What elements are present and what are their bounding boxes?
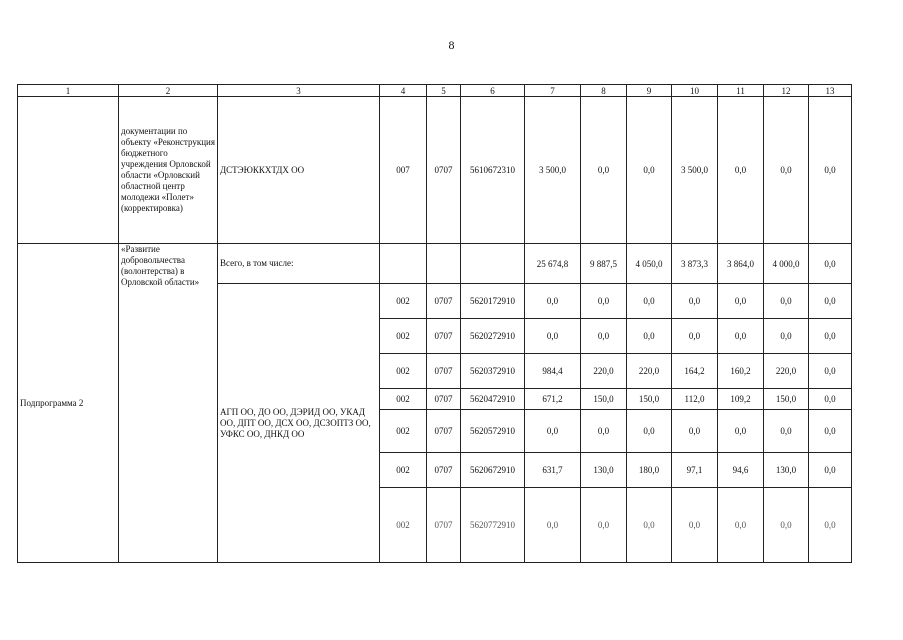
col-header-8: 8 [581, 85, 627, 97]
total-cell-7: 25 674,8 [525, 244, 581, 284]
col-header-6: 6 [461, 85, 525, 97]
total-label: Всего, в том числе: [218, 244, 380, 284]
cell-7: 984,4 [525, 354, 581, 389]
cell-12: 0,0 [764, 410, 809, 453]
cell-11: 160,2 [718, 354, 764, 389]
total-cell-8: 9 887,5 [581, 244, 627, 284]
cell-12: 220,0 [764, 354, 809, 389]
cell-section: 0707 [427, 389, 461, 410]
col-header-13: 13 [809, 85, 852, 97]
cell-8: 0,0 [581, 488, 627, 563]
cell-10: 112,0 [672, 389, 718, 410]
cell-9: 180,0 [627, 453, 672, 488]
cell-8: 0,0 [581, 97, 627, 244]
col-header-11: 11 [718, 85, 764, 97]
cell-11: 0,0 [718, 488, 764, 563]
cell-grbs: 002 [380, 389, 427, 410]
cell-section: 0707 [427, 284, 461, 319]
col-header-4: 4 [380, 85, 427, 97]
cell-10: 0,0 [672, 488, 718, 563]
cell-9: 150,0 [627, 389, 672, 410]
cell-grbs: 002 [380, 488, 427, 563]
col-header-9: 9 [627, 85, 672, 97]
cell-grbs: 002 [380, 284, 427, 319]
cell-target-article: 5620472910 [461, 389, 525, 410]
table-row [18, 97, 852, 244]
cell-7: 0,0 [525, 488, 581, 563]
cell-target-article: 5620572910 [461, 410, 525, 453]
cell-7: 0,0 [525, 284, 581, 319]
cell-target-article: 5620672910 [461, 453, 525, 488]
cell-grbs: 007 [380, 97, 427, 244]
cell-12: 0,0 [764, 319, 809, 354]
cell-7: 0,0 [525, 319, 581, 354]
cell-9: 0,0 [627, 410, 672, 453]
cell-section: 0707 [427, 453, 461, 488]
total-cell-12: 4 000,0 [764, 244, 809, 284]
cell-target-article: 5620172910 [461, 284, 525, 319]
cell-7: 3 500,0 [525, 97, 581, 244]
cell-9: 0,0 [627, 284, 672, 319]
cell-13: 0,0 [809, 410, 852, 453]
total-cell-10: 3 873,3 [672, 244, 718, 284]
cell-grbs: 002 [380, 354, 427, 389]
cell-8: 220,0 [581, 354, 627, 389]
col-header-10: 10 [672, 85, 718, 97]
cell-13: 0,0 [809, 97, 852, 244]
executor-cell: ДСТЭЮККХТДХ ОО [218, 97, 380, 244]
cell-13: 0,0 [809, 389, 852, 410]
cell-7: 671,2 [525, 389, 581, 410]
subprogram-name: Подпрограмма 2 [18, 244, 119, 563]
cell-8: 150,0 [581, 389, 627, 410]
col-header-3: 3 [218, 85, 380, 97]
budget-table [17, 84, 852, 563]
cell-11: 0,0 [718, 410, 764, 453]
cell-10: 164,2 [672, 354, 718, 389]
cell-11: 109,2 [718, 389, 764, 410]
empty-cell [461, 244, 525, 284]
cell-8: 0,0 [581, 319, 627, 354]
total-cell-11: 3 864,0 [718, 244, 764, 284]
cell-12: 0,0 [764, 488, 809, 563]
cell-13: 0,0 [809, 354, 852, 389]
cell-10: 97,1 [672, 453, 718, 488]
executors-list: АГП ОО, ДО ОО, ДЭРИД ОО, УКАД ОО, ДПТ ОО, ДСХ ОО, ДСЗОПТЗ ОО, УФКС ОО, ДНКД ОО [218, 284, 380, 563]
cell-section: 0707 [427, 97, 461, 244]
cell-13: 0,0 [809, 284, 852, 319]
cell-8: 130,0 [581, 453, 627, 488]
cell-target-article: 5620372910 [461, 354, 525, 389]
total-cell-13: 0,0 [809, 244, 852, 284]
table-row-total [18, 244, 852, 284]
empty-cell [380, 244, 427, 284]
cell-8: 0,0 [581, 410, 627, 453]
cell-11: 0,0 [718, 284, 764, 319]
cell-section: 0707 [427, 410, 461, 453]
cell-13: 0,0 [809, 453, 852, 488]
cell-section: 0707 [427, 354, 461, 389]
measure-description: документации по объекту «Реконструкция бюджетного учреждения Орловской области «Орловский областной центр молодежи «Полет» (корректировка) [119, 97, 218, 244]
cell-9: 0,0 [627, 97, 672, 244]
cell-grbs: 002 [380, 453, 427, 488]
cell-10: 0,0 [672, 319, 718, 354]
total-cell-9: 4 050,0 [627, 244, 672, 284]
cell-grbs: 002 [380, 410, 427, 453]
col-header-1: 1 [18, 85, 119, 97]
col-header-2: 2 [119, 85, 218, 97]
cell-10: 3 500,0 [672, 97, 718, 244]
cell-8: 0,0 [581, 284, 627, 319]
cell-target-article: 5620272910 [461, 319, 525, 354]
subprogram-description: «Развитие добровольчества (волонтерства) в Орловской области» [119, 244, 218, 563]
cell-section: 0707 [427, 319, 461, 354]
cell-13: 0,0 [809, 488, 852, 563]
cell-target-article: 5610672310 [461, 97, 525, 244]
cell-7: 631,7 [525, 453, 581, 488]
cell-10: 0,0 [672, 410, 718, 453]
cell-12: 0,0 [764, 97, 809, 244]
cell-9: 0,0 [627, 319, 672, 354]
cell-11: 0,0 [718, 319, 764, 354]
empty-cell [18, 97, 119, 244]
cell-11: 0,0 [718, 97, 764, 244]
cell-7: 0,0 [525, 410, 581, 453]
cell-12: 0,0 [764, 284, 809, 319]
page-number: 8 [448, 38, 455, 52]
cell-12: 150,0 [764, 389, 809, 410]
cell-10: 0,0 [672, 284, 718, 319]
empty-cell [427, 244, 461, 284]
cell-9: 220,0 [627, 354, 672, 389]
cell-target-article: 5620772910 [461, 488, 525, 563]
column-number-row [18, 85, 852, 97]
cell-12: 130,0 [764, 453, 809, 488]
cell-13: 0,0 [809, 319, 852, 354]
cell-section: 0707 [427, 488, 461, 563]
cell-grbs: 002 [380, 319, 427, 354]
col-header-5: 5 [427, 85, 461, 97]
cell-9: 0,0 [627, 488, 672, 563]
col-header-7: 7 [525, 85, 581, 97]
cell-11: 94,6 [718, 453, 764, 488]
col-header-12: 12 [764, 85, 809, 97]
